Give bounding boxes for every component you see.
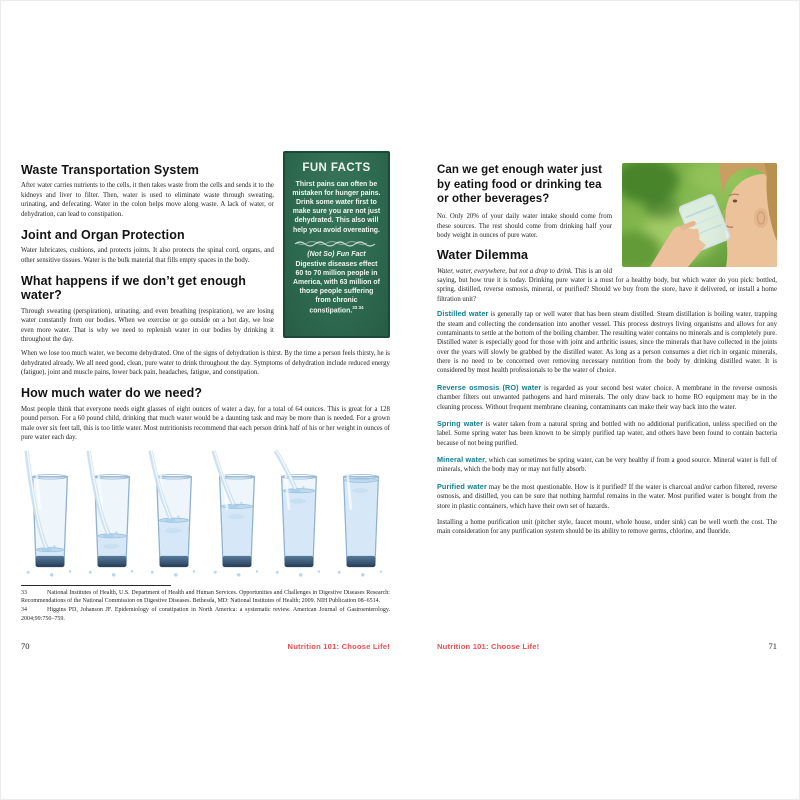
paragraph: No. Only 20% of your daily water intake should come from these sources. The rest should come from drinking half your body weight in ounces of pure water.: [436, 213, 612, 239]
page-number: 71: [768, 641, 777, 651]
glass-of-water: [83, 449, 141, 581]
section-heading-how-much-water: How much water do we need?: [21, 386, 203, 401]
water-type-lead: Purified water: [436, 481, 487, 491]
footnote-34: [21, 606, 390, 622]
fun-facts-body-2: [292, 260, 381, 316]
water-type-spring: [437, 419, 777, 448]
glass-of-water: [332, 449, 390, 581]
footnote-text: National Institutes of Health, U.S. Department of Health and Human Services. Opportunities and Challenges in Digestive Diseases Research: Recommendations of the National Commission on Digestive Diseases. Bethesda, MD: National Institutes of Health; 2009. NIH Publication 08–6514.: [21, 590, 390, 605]
footnote-33: [21, 589, 390, 605]
water-type-lead: Mineral water: [436, 455, 486, 465]
page-70: [21, 149, 390, 651]
closing-paragraph: Installing a home purification unit (pitcher style, faucet mount, whole house, under sink) can be well worth the cost. The main consideration for any purification system should be its ability to remove germs, chlorine, and fluoride.: [436, 518, 777, 536]
book-brand: Nutrition 101: Choose Life!: [287, 642, 390, 651]
water-type-distilled: [437, 309, 777, 376]
footnote-text: Higgins PD, Johanson JF. Epidemiology of constipation in North America: a systematic review. American Journal of Gastroenterology. 2004;99:750–759.: [21, 607, 390, 622]
footnote-number: 34: [21, 607, 27, 614]
paragraph: When we lose too much water, we become dehydrated. One of the signs of dehydration is thirst. By the time a person feels thirsty, he is dehydrated already. We all need good, clean, pure water to drink throughout the day. Symptoms of dehydration include reduced energy (fatigue), joint and muscle pains, lower back pain, headaches, fatigue, and constipation.: [21, 350, 390, 376]
water-type-purified: [437, 482, 777, 511]
paragraph: After water carries nutrients to the cells, it then takes waste from the cells and sends it to the kidneys and liver to filter. Then, water is used to eliminate waste through sweating, urinating, and defecating. Water in the colon helps move along waste. A lack of water, or dehydration, can lead to constipation.: [21, 182, 274, 218]
glass-of-water: [208, 449, 266, 581]
page-71: [437, 149, 777, 651]
fun-facts-box: [283, 151, 390, 338]
water-type-text: , which can sometimes be spring water, can be very healthy if from a good source. Mineral water is full of minerals, which the body may or may not fully absorb.: [436, 457, 777, 474]
water-type-lead: Spring water: [436, 418, 484, 428]
glasses-illustration: [21, 449, 390, 581]
section-heading-waste-transportation: Waste Transportation System: [21, 163, 199, 177]
paragraph: Through sweating (perspiration), urinating, and even breathing (respiration), we are losing water constantly from our bodies. When we exercise or go outside on a hot day, we lose even more water. That is why we need to replenish water in our bodies by drinking it throughout the day.: [21, 307, 274, 343]
girl-drinking-photo: [622, 163, 777, 267]
book-spread: [1, 1, 799, 651]
paragraph-text: This is an old saying, but how true it is today. Drinking pure water is a must for a healthy body, but which water do you pick: bottled, spring, distilled, reverse osmosis, mineral, or purified? Should we buy from the store, have it delivered, or install a home filtration unit?: [436, 267, 777, 303]
water-type-reverse-osmosis: [437, 383, 777, 412]
glass-of-water: [270, 449, 328, 581]
water-type-text: is regarded as your second best water choice. A membrane in the reverse osmosis chamber filters out unwanted pathogens and hard minerals. The only draw back to home RO equipment may be in the cleaning process. Without frequent membrane cleaning, contaminants can make their way back into the water.: [436, 384, 777, 411]
water-type-text: is water taken from a natural spring and bottled with no additional purification, unless specified on the label. Some spring water has been known to be simply purified tap water, and others have been found to contain bacteria because of not being purified.: [436, 420, 777, 447]
water-type-text: is generally tap or well water that has been steam distilled. Steam distillation is boiling water, trapping the steam and collecting the condensation into another vessel. This process destroys living organisms and allows for any contaminants to settle at the bottom of the boiling chamber. The resulting water contains no minerals and is completely pure. Distilled water is especially good for those with joint and arthritic issues, since the minerals that have collected in the joints over the years will slowly be grabbed by the distilled water. As long as a person consumes a diet rich in organic minerals, there is no need to be concerned over removing necessary nutrition from the body by drinking distilled water. It is considered by most health professionals to be the water of choice.: [436, 311, 777, 375]
paragraph: [437, 267, 777, 305]
page-footer-right: [437, 641, 777, 651]
water-type-lead: Reverse osmosis (RO) water: [436, 382, 542, 392]
footnote-number: 33: [21, 590, 27, 597]
italic-quote: Water, water, everywhere, but not a drop to drink.: [436, 267, 573, 275]
fun-facts-citation: 33 34: [352, 305, 364, 311]
page-number: 70: [21, 641, 30, 651]
fun-facts-body-2-text: Digestive diseases effect 60 to 70 million people in America, with 63 million of those people suffering from chronic constipation.: [292, 260, 380, 315]
glass-of-water: [145, 449, 203, 581]
section-heading-enough-water-question: Can we get enough water just by eating food or drinking tea or other beverages?: [436, 164, 603, 206]
book-brand: Nutrition 101: Choose Life!: [436, 642, 540, 651]
section-heading-not-enough-water: What happens if we don’t get enough water?: [21, 274, 247, 303]
water-type-text: may be the most questionable. How is it purified? If the water is charcoal and/or carbon filtered, reverse osmosis, and distilled, you can be sure that nothing harmful remains in the water. Most purified water is bought from the store in plastic containers, which have their own set of hazards.: [436, 483, 777, 510]
water-type-lead: Distilled water: [436, 309, 489, 319]
glass-of-water: [21, 449, 79, 581]
footnote-separator: [21, 585, 171, 586]
water-type-mineral: [437, 455, 777, 475]
fun-facts-subtitle: (Not So) Fun Fact: [307, 250, 366, 258]
fun-facts-title: FUN FACTS: [302, 162, 371, 174]
section-heading-water-dilemma: Water Dilemma: [436, 248, 529, 263]
page-footer-left: [21, 641, 390, 651]
section-heading-joint-organ-protection: Joint and Organ Protection: [21, 227, 185, 242]
chalk-squiggle-divider: [293, 239, 379, 248]
paragraph: Most people think that everyone needs eight glasses of eight ounces of water a day, for a total of 64 ounces. This is great for a 128 pound person. For a 60 pound child, drinking that much water would be a daunting task and may be more than is needed. For a grown male over six feet tall, this is too little water. Most nutritionists recommend that each person drink half of his or her weight in ounces of pure water each day.: [21, 405, 390, 441]
fun-facts-body: Thirst pains can often be mistaken for hunger pains. Drink some water first to make sure you are not just dehydrated. This also will help you avoid overeating.: [292, 181, 381, 234]
paragraph: Water lubricates, cushions, and protects joints. It also protects the spinal cord, organs, and other sensitive tissues. Water is the bulk material that fills empty spaces in the body.: [21, 247, 274, 264]
